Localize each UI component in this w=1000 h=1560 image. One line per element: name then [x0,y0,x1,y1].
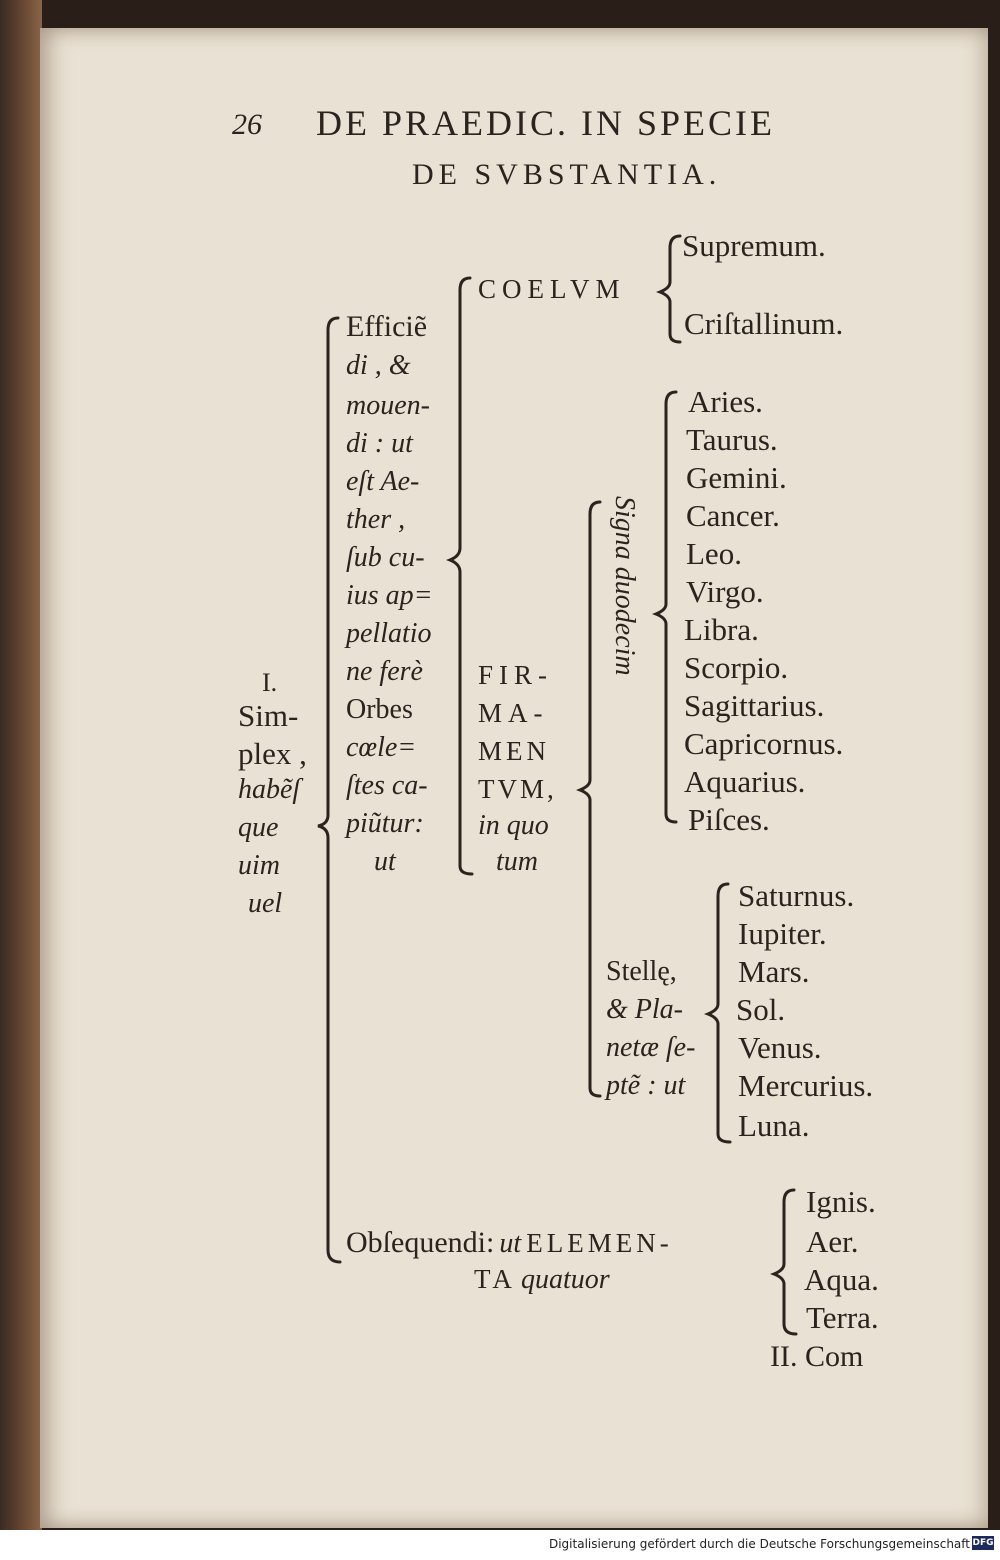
firmamentum-line: tum [496,846,538,877]
col2-line: ther , [346,504,406,535]
catchword: II. Com [770,1340,864,1373]
col2-line: ut [374,846,396,877]
page-title: DE PRAEDIC. IN SPECIE [316,103,776,143]
planet-item: Saturnus. [738,878,855,913]
stellae-line: netæ ſe- [606,1032,696,1063]
stellae-line: ptẽ : ut [606,1070,686,1101]
sign-item: Sagittarius. [684,688,825,723]
sign-item: Scorpio. [684,650,789,685]
col2-line: mouen- [346,390,430,421]
coelum-item: Criſtallinum. [684,306,844,341]
sign-item: Libra. [684,612,759,647]
col2-line: pellatio [346,618,432,649]
firmamentum-line: MA- [478,698,549,728]
firmamentum-line: TVM, [478,774,557,804]
sign-item: Virgo. [686,574,764,609]
planet-item: Sol. [736,992,786,1027]
col2-line: ius ap= [346,580,433,611]
col2-line: eſt Ae- [346,466,420,497]
firmamentum-line: FIR- [478,660,554,690]
coelum-label: COELVM [478,274,626,304]
col1-line: plex , [238,736,307,771]
sign-item: Aries. [688,384,763,419]
obsequendi-ut: ut [499,1228,522,1259]
sign-item: Capricornus. [684,726,844,761]
col2-line: Orbes [346,694,413,725]
stellae-line: & Pla- [606,994,683,1025]
col2-line: di : ut [346,428,413,459]
col2-line: cœle= [346,732,417,763]
planet-item: Iupiter. [738,916,827,951]
planet-item: Mars. [738,954,810,989]
planet-item: Venus. [738,1030,822,1065]
firmamentum-line: in quo [478,810,549,841]
sign-item: Piſces. [688,802,770,837]
sign-item: Leo. [686,536,742,571]
col1-line: I. [262,668,278,697]
planet-item: Luna. [738,1108,810,1143]
col1-line: uel [248,888,283,919]
sign-item: Taurus. [686,422,778,457]
col1-line: que [238,812,279,843]
obsequendi-line2 [474,1264,610,1296]
obsequendi-word: Obſequendi: [346,1226,495,1259]
sign-item: Gemini. [686,460,787,495]
element-item: Aer. [806,1224,859,1259]
obsequendi-quatuor: quatuor [520,1264,610,1295]
col2-line: di , & [346,350,411,381]
col2-line: ſub cu- [346,542,425,573]
sign-item: Aquarius. [684,764,806,799]
col1-line: uim [238,850,280,881]
element-item: Aqua. [804,1262,879,1297]
stellae-line: Stellę, [606,956,677,987]
col2-line: Efficiẽ [346,310,428,343]
page-subtitle: DE SVBSTANTIA. [412,158,722,191]
col1-line: habẽſ [238,774,301,805]
col2-line: ne ferè [346,656,423,687]
element-item: Terra. [806,1300,879,1335]
signa-label: Signa duodecim [609,496,640,676]
planet-item: Mercurius. [738,1068,874,1103]
digitization-credit: Digitalisierung gefördert durch die Deutsche Forschungsgemeinschaft [548,1537,970,1551]
sign-item: Cancer. [686,498,780,533]
page-number: 26 [232,108,262,141]
col2-line: ſtes ca- [346,770,428,801]
obsequendi-ta: TA [474,1264,516,1294]
dfg-logo: DFG [972,1538,994,1548]
col2-line: piũtur: [346,808,424,839]
obsequendi-line1 [346,1226,673,1260]
obsequendi-elementa: ELEMEN- [526,1228,673,1258]
coelum-item: Supremum. [682,228,826,263]
col1-line: Sim- [238,698,299,733]
element-item: Ignis. [806,1184,876,1219]
firmamentum-line: MEN [478,736,550,766]
